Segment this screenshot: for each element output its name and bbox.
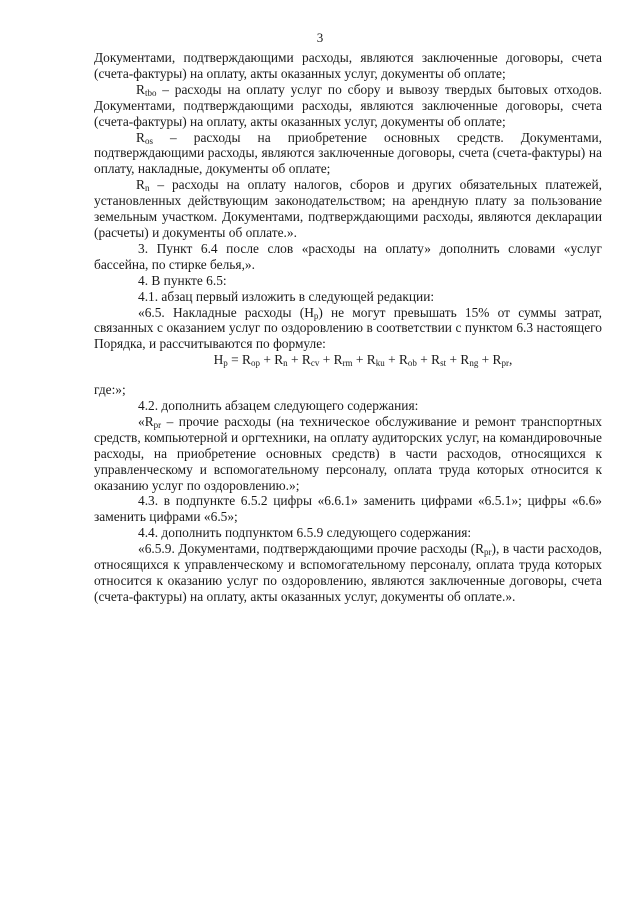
symbol: R (136, 129, 145, 145)
paragraph-659: «6.5.9. Документами, подтверждающими прочие расходы $(R_{pr})$, в части расходов, относящихся к управленческому и вспомогательному персоналу, оплата труда которых относится к оказанию услуг по оздоровлению, являются заключенные договоры, счета (счета-фактуры) на оплату, акты оказанных услуг, документы об оплате.». (94, 541, 603, 604)
symbol: R (136, 81, 145, 97)
formula-term: + $R_{rm}$ (319, 352, 353, 369)
formula-term: + $R_{st}$ (416, 352, 447, 369)
paragraph-text: – расходы на оплату услуг по сбору и вывозу твердых бытовых отходов. Документами, подтверждающими расходы, являются заключенные договоры, счета (счета-фактуры) на оплату, акты оказанных услуг, документы об оплате; (94, 81, 602, 129)
paragraph: 3. Пункт 6.4 после слов «расходы на оплату» дополнить словами «услуг бассейна, по стирке белья,». (94, 240, 602, 272)
formula-term: + $R_{cv}$ (287, 352, 320, 369)
paragraph: Документами, подтверждающими расходы, являются заключенные договоры, счета (счета-фактуры) на оплату, акты оказанных услуг, документы об оплате; (94, 50, 602, 81)
paragraph: 4.2. дополнить абзацем следующего содержания: (138, 398, 419, 414)
subscript: os (144, 135, 153, 146)
paragraph-rpr: «$R_{pr}$ – прочие расходы (на техническое обслуживание и ремонт транспортных средств, компьютерной и оргтехники, на оплату аудиторских услуг, на командировочные расходы, на приобретение основных средств) в части расходов, относящихся к управленческому и вспомогательному персоналу, оплата труда которых относится к оказанию услуг по оздоровлению.»; (94, 413, 602, 493)
subscript: р (313, 310, 319, 321)
paragraph-overhead: «6.5. Накладные расходы $(Н_р)$ не могут превышать 15% от суммы затрат, связанных с оказанием услуг по оздоровлению в соответствии с пунктом 6.3 настоящего Порядка, и рассчитываются по формуле: (94, 304, 602, 352)
paragraph: 4.3. в подпункте 6.5.2 цифры «6.6.1» заменить цифрами «6.5.1»; цифры «6.6» заменить цифрами «6.5»; (94, 493, 602, 525)
formula (94, 352, 602, 368)
formula-term: + $R_n$ (259, 352, 288, 369)
paragraph: 4.1. абзац первый изложить в следующей редакции: (138, 288, 435, 304)
formula-term: + $R_{ku}$ (352, 352, 385, 369)
formula-term: + $R_{pr}$ (478, 352, 509, 369)
subscript: tbo (144, 87, 157, 98)
paragraph: 4. В пункте 6.5: (138, 272, 227, 288)
formula-term: + $R_{ng}$ (446, 352, 479, 369)
symbol: R (136, 177, 145, 193)
paragraph: где:»; (94, 382, 126, 398)
document-body (94, 50, 602, 605)
formula-term: $Н_р$ (213, 352, 228, 369)
paragraph-text: – расходы на оплату налогов, сборов и других обязательных платежей, установленных действующим законодательством; на арендную плату за пользование земельным участком. Документами, подтверждающими расходы, являются декларации (расчеты) и документы об оплате.». (94, 177, 602, 240)
formula-term: , (509, 352, 513, 368)
formula-term: + $R_{ob}$ (384, 352, 417, 369)
paragraph-rtbo (94, 82, 602, 130)
paragraph-ros (94, 130, 602, 178)
paragraph-text: – расходы на приобретение основных средств. Документами, подтверждающими расходы, являются заключенные договоры, счета (счета-фактуры) на оплату, накладные, документы об оплате; (94, 129, 602, 177)
subscript: n (144, 183, 150, 194)
spacer (94, 368, 602, 382)
paragraph: 4.4. дополнить подпунктом 6.5.9 следующего содержания: (138, 525, 472, 541)
subscript: pr (153, 419, 162, 430)
formula-term: = $R_{ор}$ (227, 352, 260, 369)
subscript: pr (484, 547, 492, 558)
paragraph-rn (94, 177, 602, 241)
page-number: 3 (316, 30, 324, 45)
